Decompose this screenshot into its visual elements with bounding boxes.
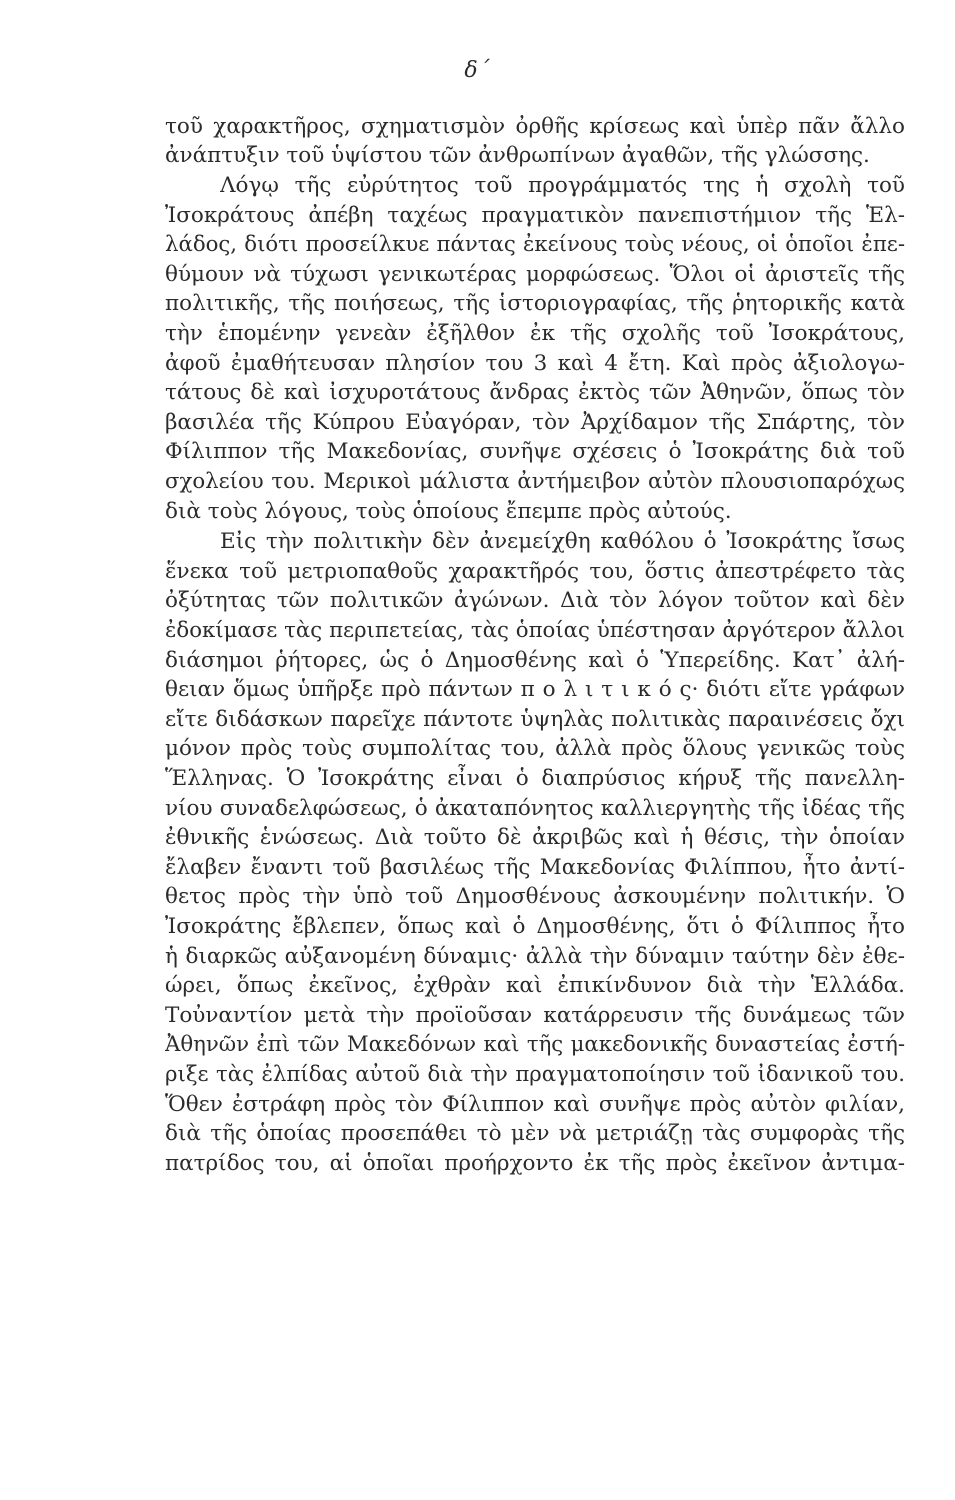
text-line: ἡ διαρκῶς αὐξανομένη δύναμις· ἀλλὰ τὴν δύναμιν ταύτην δὲν ἐθε-: [165, 944, 905, 969]
text-line: εἴτε διδάσκων παρεῖχε πάντοτε ὑψηλὰς πολιτικὰς παραινέσεις ὄχι: [165, 707, 905, 732]
text-line: ώρει, ὅπως ἐκεῖνος, ἐχθρὰν καὶ ἐπικίνδυνον διὰ τὴν Ἑλλάδα.: [165, 973, 905, 998]
text-line: ἕνεκα τοῦ μετριοπαθοῦς χαρακτῆρός του, ὅστις ἀπεστρέφετο τὰς: [165, 559, 905, 584]
text-line: ἐθνικῆς ἑνώσεως. Διὰ τοῦτο δὲ ἀκριβῶς καὶ ἡ θέσις, τὴν ὁποίαν: [165, 825, 905, 850]
text-line: Ἰσοκράτης ἔβλεπεν, ὅπως καὶ ὁ Δημοσθένης, ὅτι ὁ Φίλιππος ἦτο: [165, 914, 905, 939]
text-line: πατρίδος του, αἱ ὁποῖαι προήρχοντο ἐκ τῆς πρὸς ἐκεῖνον ἀντιμα-: [165, 1151, 905, 1176]
text-line: διὰ τῆς ὁποίας προσεπάθει τὸ μὲν νὰ μετριάζῃ τὰς συμφορὰς τῆς: [165, 1121, 905, 1146]
text-line: θύμουν νὰ τύχωσι γενικωτέρας μορφώσεως. Ὅλοι οἱ ἀριστεῖς τῆς: [165, 262, 905, 287]
text-line: Ἕλληνας. Ὁ Ἰσοκράτης εἶναι ὁ διαπρύσιος κήρυξ τῆς πανελλη-: [165, 766, 905, 791]
text-line: νίου συναδελφώσεως, ὁ ἀκαταπόνητος καλλιεργητὴς τῆς ἰδέας τῆς: [165, 796, 905, 821]
text-line: τὴν ἑπομένην γενεὰν ἐξῆλθον ἐκ τῆς σχολῆς τοῦ Ἰσοκράτους,: [165, 321, 905, 346]
text-line: διάσημοι ῥήτορες, ὡς ὁ Δημοσθένης καὶ ὁ Ὑπερείδης. Κατ᾽ ἀλή-: [165, 648, 905, 673]
text-line: θετος πρὸς τὴν ὑπὸ τοῦ Δημοσθένους ἀσκουμένην πολιτικήν. Ὁ: [165, 884, 905, 909]
text-line: Ἀθηνῶν ἐπὶ τῶν Μακεδόνων καὶ τῆς μακεδονικῆς δυναστείας ἐστή-: [165, 1032, 905, 1057]
text-line: τάτους δὲ καὶ ἰσχυροτάτους ἄνδρας ἐκτὸς τῶν Ἀθηνῶν, ὅπως τὸν: [165, 380, 905, 405]
text-line: ἐδοκίμασε τὰς περιπετείας, τὰς ὁποίας ὑπέστησαν ἀργότερον ἄλλοι: [165, 618, 905, 643]
text-line: ἀνάπτυξιν τοῦ ὑψίστου τῶν ἀνθρωπίνων ἀγαθῶν, τῆς γλώσσης.: [165, 143, 870, 168]
text-line: σχολείου του. Μερικοὶ μάλιστα ἀντήμειβον αὐτὸν πλουσιοπαρόχως: [165, 469, 905, 494]
text-line: Τοὐναντίον μετὰ τὴν προϊοῦσαν κατάρρευσιν τῆς δυνάμεως τῶν: [165, 1003, 905, 1028]
text-line: βασιλέα τῆς Κύπρου Εὐαγόραν, τὸν Ἀρχίδαμον τῆς Σπάρτης, τὸν: [165, 410, 905, 435]
text-line: ἔλαβεν ἔναντι τοῦ βασιλέως τῆς Μακεδονίας Φιλίππου, ἦτο ἀντί-: [165, 855, 905, 880]
page-number: δ΄: [464, 58, 491, 83]
text-line: λάδος, διότι προσείλκυε πάντας ἐκείνους τοὺς νέους, οἱ ὁποῖοι ἐπε-: [165, 232, 905, 257]
text-line: τοῦ χαρακτῆρος, σχηματισμὸν ὀρθῆς κρίσεως καὶ ὑπὲρ πᾶν ἄλλο: [165, 114, 905, 139]
text-line: ἀφοῦ ἐμαθήτευσαν πλησίον του 3 καὶ 4 ἔτη. Καὶ πρὸς ἀξιολογω-: [165, 351, 905, 376]
text-line: Ἰσοκράτους ἀπέβη ταχέως πραγματικὸν πανεπιστήμιον τῆς Ἑλ-: [165, 203, 905, 228]
text-line: Λόγῳ τῆς εὐρύτητος τοῦ προγράμματός της ἡ σχολὴ τοῦ: [220, 173, 905, 198]
text-line: θειαν ὅμως ὑπῆρξε πρὸ πάντων π ο λ ι τ ι κ ό ς· διότι εἴτε γράφων: [165, 677, 905, 702]
text-line: πολιτικῆς, τῆς ποιήσεως, τῆς ἱστοριογραφίας, τῆς ῥητορικῆς κατὰ: [165, 291, 905, 316]
text-line: Εἰς τὴν πολιτικὴν δὲν ἀνεμείχθη καθόλου ὁ Ἰσοκράτης ἴσως: [220, 529, 905, 554]
text-line: Ὅθεν ἐστράφη πρὸς τὸν Φίλιππον καὶ συνῆψε πρὸς αὐτὸν φιλίαν,: [165, 1092, 905, 1117]
text-line: ὀξύτητας τῶν πολιτικῶν ἀγώνων. Διὰ τὸν λόγον τοῦτον καὶ δὲν: [165, 588, 905, 613]
text-line: Φίλιππον τῆς Μακεδονίας, συνῆψε σχέσεις ὁ Ἰσοκράτης διὰ τοῦ: [165, 439, 905, 464]
text-line: διὰ τοὺς λόγους, τοὺς ὁποίους ἔπεμπε πρὸς αὐτούς.: [165, 499, 732, 524]
text-line: μόνον πρὸς τοὺς συμπολίτας του, ἀλλὰ πρὸς ὅλους γενικῶς τοὺς: [165, 736, 905, 761]
text-line: ριξε τὰς ἐλπίδας αὐτοῦ διὰ τὴν πραγματοποίησιν τοῦ ἰδανικοῦ του.: [165, 1062, 905, 1087]
